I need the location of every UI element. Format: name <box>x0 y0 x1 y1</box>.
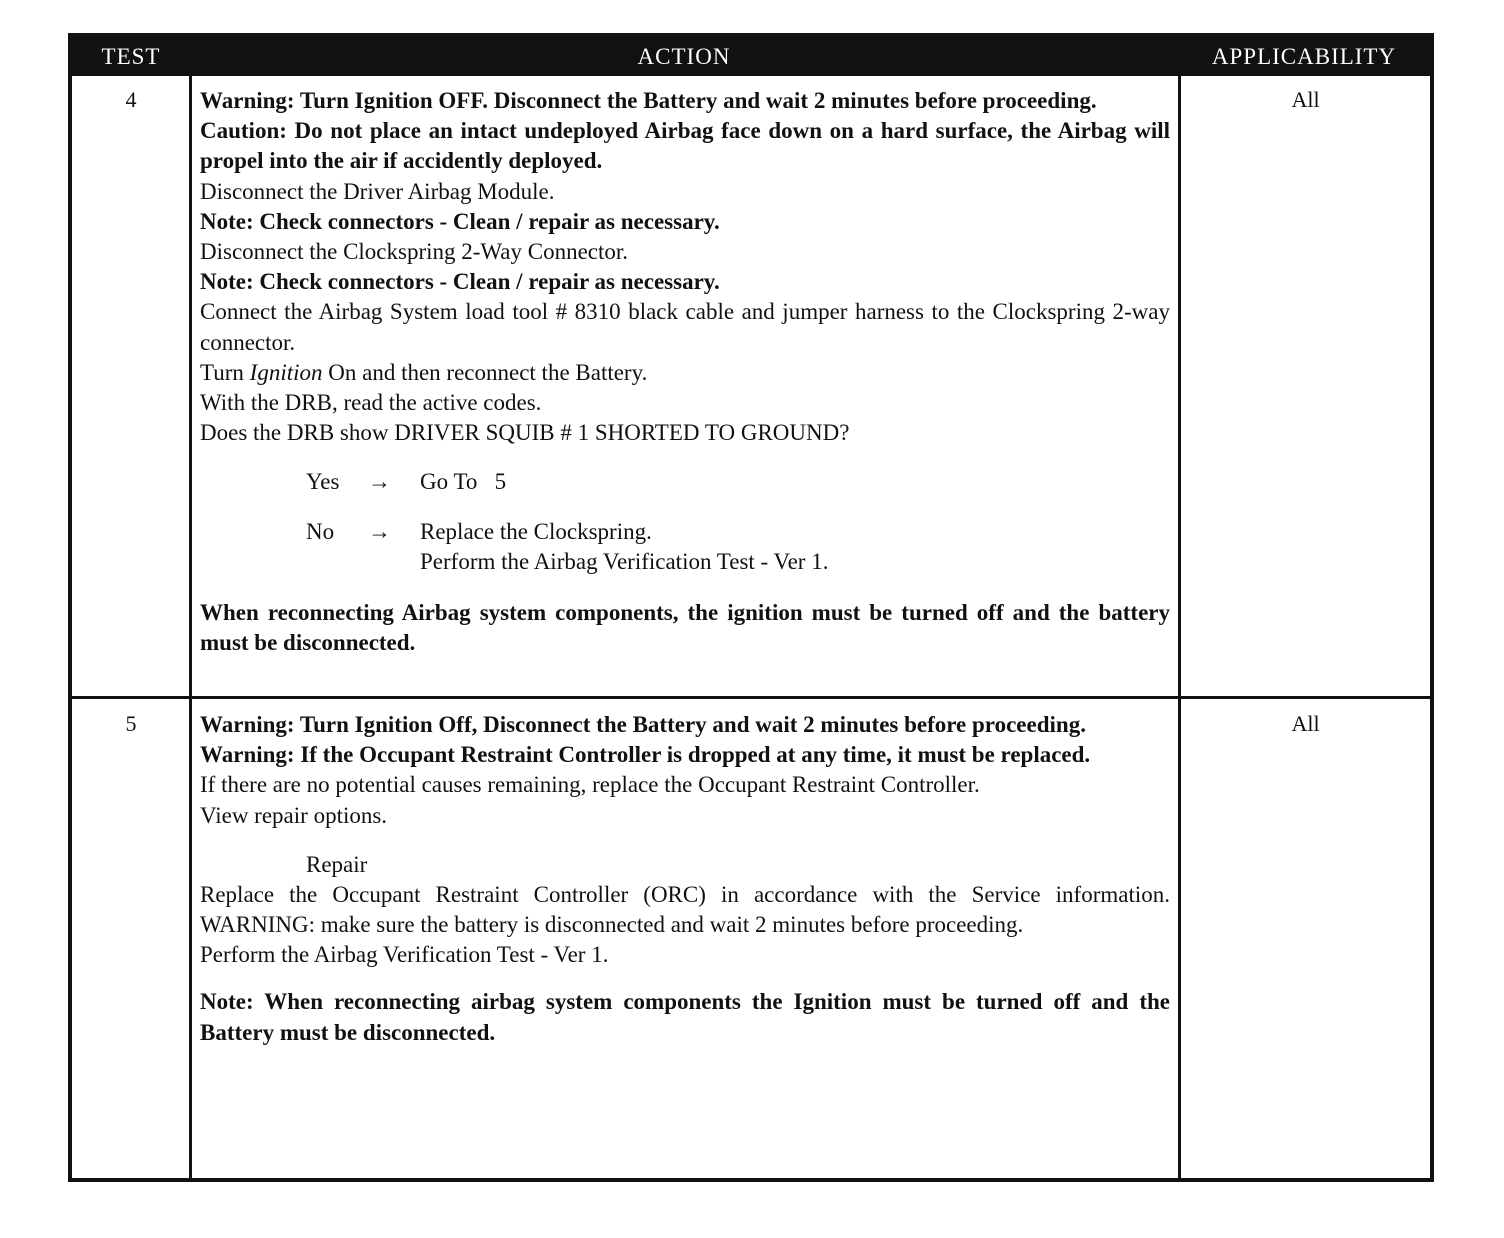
table-header <box>72 37 1430 76</box>
yes-action: Go To 5 <box>420 469 507 495</box>
repair-text: Replace the Occupant Restraint Controller (ORC) in accordance with the Service information. WARNING: make sure the battery is disconnected and wait 2 minutes before proceeding. <box>200 881 1170 938</box>
warning-text: Warning: If the Occupant Restraint Controller is dropped at any time, it must be replaced. <box>200 742 1091 768</box>
step-text: Connect the Airbag System load tool # 8310 black cable and jumper harness to the Clockspring 2-way connector. <box>200 299 1170 355</box>
repair-verify-text: Perform the Airbag Verification Test - Ver 1. <box>200 942 609 968</box>
no-action: Replace the Clockspring. <box>420 519 652 545</box>
applicability-value: All <box>1291 87 1320 112</box>
note-text: Note: Check connectors - Clean / repair as necessary. <box>200 208 720 234</box>
no-action-followup: Perform the Airbag Verification Test - Ver 1. <box>420 549 829 575</box>
note-text: Note: Check connectors - Clean / repair as necessary. <box>200 269 720 295</box>
warning-text: Warning: Turn Ignition OFF. Disconnect the Battery and wait 2 minutes before proceeding. <box>200 88 1097 113</box>
step-text: If there are no potential causes remaining, replace the Occupant Restraint Controller. <box>200 772 980 798</box>
column-divider-action-applicability <box>1178 76 1181 1178</box>
step-text-part: Turn <box>200 359 250 385</box>
action-cell <box>200 710 1170 1048</box>
applicability-value: All <box>1291 711 1320 736</box>
step-text: With the DRB, read the active codes. <box>200 390 542 416</box>
question-text: Does the DRB show DRIVER SQUIB # 1 SHORTED TO GROUND? <box>200 420 850 446</box>
action-cell <box>200 86 1170 658</box>
row-divider <box>72 696 1430 699</box>
header-action: ACTION <box>637 44 731 69</box>
test-number: 5 <box>125 711 137 736</box>
step-text <box>200 358 1170 388</box>
no-branch <box>200 517 1170 547</box>
arrow-right-icon: → <box>368 469 391 495</box>
step-text: View repair options. <box>200 802 388 828</box>
step-text: Disconnect the Clockspring 2-Way Connector. <box>200 239 629 265</box>
arrow-right-icon: → <box>368 519 391 545</box>
no-label: No <box>306 519 335 545</box>
step-text-part: On and then reconnect the Battery. <box>322 359 648 385</box>
column-divider-test-action <box>189 76 192 1178</box>
diagnostic-test-table <box>68 33 1434 1182</box>
footer-note: Note: When reconnecting airbag system components the Ignition must be turned off and the Battery must be disconnected. <box>200 989 1170 1045</box>
repair-label: Repair <box>306 851 368 877</box>
step-text-italic: Ignition <box>249 359 323 385</box>
yes-label: Yes <box>306 469 340 495</box>
header-test: TEST <box>101 44 161 69</box>
test-number: 4 <box>125 87 137 112</box>
header-applicability: APPLICABILITY <box>1211 44 1397 69</box>
warning-text: Warning: Turn Ignition Off, Disconnect the Battery and wait 2 minutes before proceeding. <box>200 712 1086 737</box>
yes-branch <box>200 467 1170 497</box>
step-text: Disconnect the Driver Airbag Module. <box>200 178 555 204</box>
footer-note: When reconnecting Airbag system components, the ignition must be turned off and the battery must be disconnected. <box>200 599 1170 655</box>
caution-text: Caution: Do not place an intact undeployed Airbag face down on a hard surface, the Airbag will propel into the air if accidently deployed. <box>200 118 1170 174</box>
